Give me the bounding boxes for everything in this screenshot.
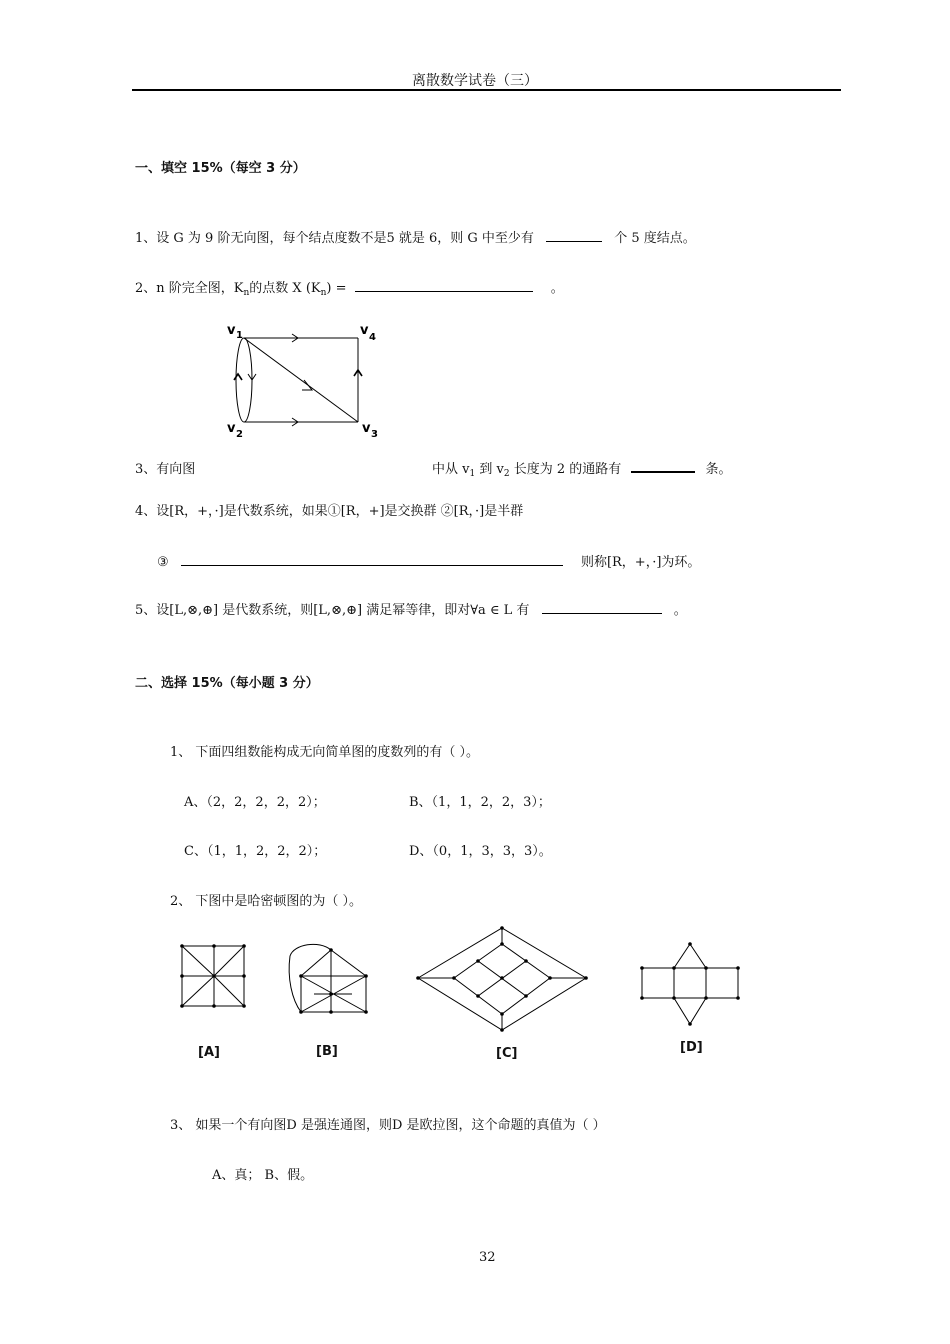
question-2-1-stem: 1、 下面四组数能构成无向简单图的度数列的有（ ）。 bbox=[170, 745, 480, 760]
option-a: A、（2，2，2，2，2）； bbox=[184, 795, 326, 810]
q1-3-mid2: 到 v bbox=[479, 462, 504, 477]
subscript: 1 bbox=[469, 469, 476, 479]
graph-label-c: [C] bbox=[496, 1046, 518, 1061]
vertex-label-v3: v bbox=[362, 421, 371, 436]
answer-blank[interactable] bbox=[631, 459, 695, 473]
graph-label-a: [A] bbox=[198, 1045, 220, 1060]
question-1-2 bbox=[135, 277, 564, 298]
edge-v1-v3 bbox=[244, 338, 358, 422]
section-1-title: 一、填空 15%（每空 3 分） bbox=[135, 161, 306, 176]
graph-b-figure bbox=[284, 938, 370, 1018]
q1-1-text: 1、设 G 为 9 阶无向图，每个结点度数不是5 就是 6，则 G 中至少有 bbox=[135, 231, 534, 246]
q1-5-tail: 。 bbox=[673, 603, 687, 618]
answer-blank[interactable] bbox=[355, 279, 533, 292]
graph-label-b: [B] bbox=[316, 1044, 338, 1059]
answer-blank[interactable] bbox=[546, 229, 602, 242]
vertex-sub-v2: 2 bbox=[236, 429, 243, 440]
question-1-3 bbox=[135, 458, 195, 477]
edge-v1-v2-loop bbox=[236, 338, 252, 422]
question-2-3-options: A、真； B、假。 bbox=[212, 1168, 314, 1183]
q1-1-tail: 个 5 度结点。 bbox=[614, 231, 696, 246]
option-d: D、（0，1，3，3，3）。 bbox=[409, 844, 552, 859]
question-1-4-line1: 4、设[R，+，·]是代数系统，如果①[R，+]是交换群 ②[R，·]是半群 bbox=[135, 504, 524, 519]
vertex-sub-v4: 4 bbox=[369, 332, 376, 343]
graph-c-figure bbox=[412, 922, 592, 1040]
vertex-sub-v1: 1 bbox=[236, 330, 243, 341]
q1-2-mid2: ) = bbox=[326, 281, 347, 296]
q1-3-text: 3、有向图 bbox=[135, 462, 196, 477]
answer-blank[interactable] bbox=[542, 601, 662, 614]
q1-2-text: 2、n 阶完全图，K bbox=[135, 281, 244, 296]
q1-2-tail: 。 bbox=[550, 281, 564, 296]
vertex-sub-v3: 3 bbox=[371, 429, 378, 440]
option-c: C、（1，1，2，2，2）； bbox=[184, 844, 327, 859]
question-1-1 bbox=[135, 227, 696, 246]
vertex-label-v4: v bbox=[360, 323, 369, 338]
graph-d-figure bbox=[636, 938, 746, 1030]
page-header-title: 离散数学试卷（三） bbox=[412, 73, 538, 89]
vertex-label-v2: v bbox=[227, 421, 236, 436]
q1-5-text: 5、设[L,⊗,⊕] 是代数系统，则[L,⊗,⊕] 满足幂等律，即对∀a ∈ L 有 bbox=[135, 603, 530, 618]
question-2-2-stem: 2、 下图中是哈密顿图的为（ ）。 bbox=[170, 894, 363, 909]
answer-blank[interactable] bbox=[181, 553, 563, 566]
q1-4-tail: 则称[R，+，·]为环。 bbox=[580, 555, 701, 570]
circled-three: ③ bbox=[157, 555, 169, 570]
arrow-icon bbox=[234, 374, 242, 380]
subscript: n bbox=[243, 288, 250, 298]
q1-2-mid: 的点数 X (K bbox=[249, 281, 321, 296]
option-b: B、（1，1，2，2，3）； bbox=[409, 795, 551, 810]
subscript: n bbox=[320, 288, 327, 298]
q1-3-tail: 条。 bbox=[705, 462, 732, 477]
header-rule bbox=[132, 89, 841, 91]
graph-label-d: [D] bbox=[680, 1040, 703, 1055]
q1-3-mid: 中从 v bbox=[432, 462, 470, 477]
question-1-3-cont bbox=[432, 458, 732, 479]
directed-graph-figure bbox=[222, 318, 392, 443]
vertex-label-v1: v bbox=[227, 323, 236, 338]
q1-3-mid3: 长度为 2 的通路有 bbox=[513, 462, 622, 477]
section-2-title: 二、选择 15%（每小题 3 分） bbox=[135, 676, 319, 691]
subscript: 2 bbox=[503, 469, 510, 479]
question-2-3-stem: 3、 如果一个有向图D 是强连通图，则D 是欧拉图，这个命题的真值为（ ） bbox=[170, 1118, 606, 1133]
page-number: 32 bbox=[479, 1250, 496, 1265]
question-1-4-line2 bbox=[157, 551, 700, 570]
graph-a-figure bbox=[176, 940, 252, 1012]
question-1-5 bbox=[135, 599, 687, 618]
